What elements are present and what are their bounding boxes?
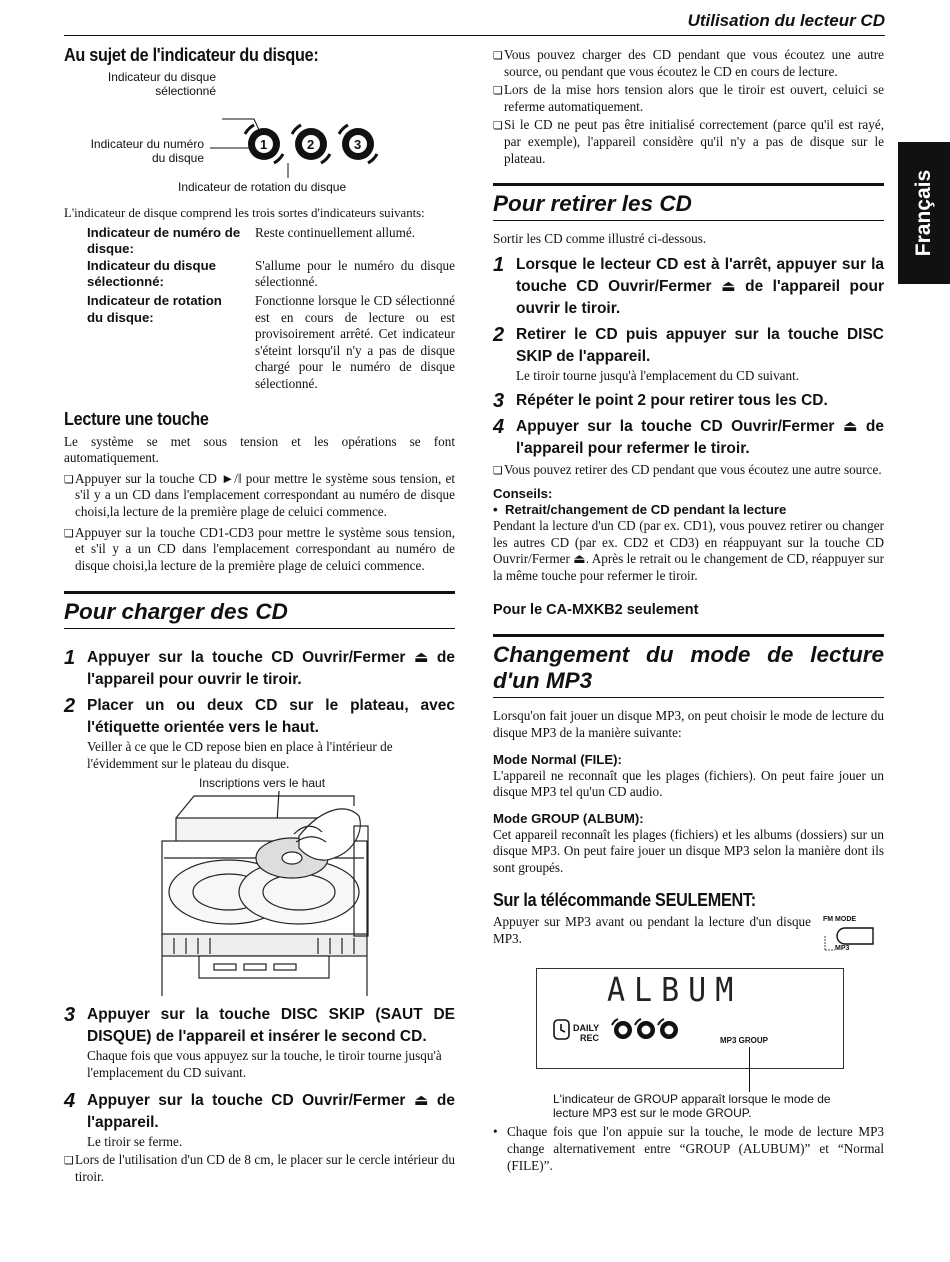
bullet-text: Appuyer sur la touche CD1-CD3 pour mettre le système sous tension, et s'il y a un CD dans l'emplacement correspondant au numéro de disque choisi,la lecture de la première plage de celuici commence. xyxy=(75,524,455,573)
list-item xyxy=(64,1152,455,1185)
bullet-text: Vous pouvez retirer des CD pendant que vous écoutez une autre source. xyxy=(504,462,882,478)
def-term: Indicateur de numéro de disque: xyxy=(87,224,241,257)
disc-1-icon xyxy=(245,125,283,163)
checkbox-bullet-icon: ❏ xyxy=(64,526,74,540)
step-number: 4 xyxy=(64,1089,76,1112)
checkbox-bullet-icon: ❏ xyxy=(64,1154,74,1168)
remove-step-3 xyxy=(493,390,884,412)
step-number: 4 xyxy=(493,416,505,439)
load-step-3 xyxy=(64,1004,455,1081)
load-step-4 xyxy=(64,1090,455,1151)
checkbox-bullet-icon: ❏ xyxy=(493,464,503,478)
list-item xyxy=(493,1124,884,1174)
checkbox-bullet-icon: ❏ xyxy=(493,49,503,62)
step-number: 3 xyxy=(64,1004,76,1027)
disc-indicator-icons xyxy=(64,66,455,191)
tips-title-text: Retrait/changement de CD pendant la lecture xyxy=(504,501,787,517)
disc-3-icon xyxy=(339,125,377,163)
bullet-text: Lors de l'utilisation d'un CD de 8 cm, le placer sur le cercle intérieur du tiroir. xyxy=(75,1152,455,1184)
checkbox-bullet-icon: ❏ xyxy=(493,84,503,98)
cd-player-illustration xyxy=(64,776,455,998)
fig-label-label-side: Inscriptions vers le haut xyxy=(199,776,326,791)
step-detail: Le tiroir se ferme. xyxy=(87,1133,183,1149)
indicator-definitions xyxy=(87,225,455,395)
indicator-heading: Au sujet de l'indicateur du disque: xyxy=(64,45,319,65)
remote-text: Appuyer sur MP3 avant ou pendant la lecture d'un disque MP3. xyxy=(493,914,811,947)
list-item xyxy=(493,117,884,167)
remove-step-2 xyxy=(493,324,884,385)
step-number: 2 xyxy=(493,323,505,346)
header-rule xyxy=(64,35,885,36)
step-detail: Veiller à ce que le CD repose bien en place à l'intérieur de l'évidemment sur le plateau du disque. xyxy=(87,739,393,771)
mp3-heading: Changement du mode de lecture d'un MP3 xyxy=(493,634,884,698)
group-mode-text: Cet appareil reconnaît les plages (fichiers) et les albums (dossiers) sur un disque MP3. On peut faire jouer un disque MP3 selon la manière dont ils sont groupés. xyxy=(493,826,884,875)
list-item xyxy=(493,82,884,115)
fig-label-rotation: Indicateur de rotation du disque xyxy=(178,180,347,194)
remove-intro: Sortir les CD comme illustré ci-dessous. xyxy=(493,231,707,247)
bullet-dot: • xyxy=(493,1124,498,1140)
def-text: Reste continuellement allumé. xyxy=(255,224,416,240)
lcd-display xyxy=(536,968,844,1069)
bullet-text: Chaque fois que l'on appuie sur la touche, le mode de lecture MP3 change alternativement entre “GROUP (ALUBUM)” et “Normal (FILE)”. xyxy=(507,1124,884,1173)
bullet-text: Appuyer sur la touche CD ►/ǁ pour mettre le système sous tension, et s'il y a un CD dans l'emplacement correspondant au numéro de disque choisi,la lecture de la première plage de celuici commence. xyxy=(75,470,455,519)
remove-heading: Pour retirer les CD xyxy=(493,183,884,221)
tips-title xyxy=(493,502,884,518)
left-column xyxy=(64,44,455,1185)
fig-label-number: Indicateur du numéro du disque xyxy=(90,137,204,165)
step-heading: Retirer le CD puis appuyer sur la touche DISC SKIP de l'appareil. xyxy=(516,325,884,365)
svg-text:3: 3 xyxy=(354,137,362,152)
lcd-daily: DAILY xyxy=(573,1023,600,1034)
lcd-rec: REC xyxy=(580,1033,600,1044)
step-heading: Placer un ou deux CD sur le plateau, avec l'étiquette orientée vers le haut. xyxy=(87,697,455,737)
step-heading: Appuyer sur la touche CD Ouvrir/Fermer ⏏ de l'appareil pour refermer le tiroir. xyxy=(516,418,884,458)
bullet-text: Si le CD ne peut pas être initialisé correctement (parce qu'il est rayé, par exemple), l'appareil considère qu'il n'y a pas de disque sur le plateau. xyxy=(504,117,884,166)
load-step-1 xyxy=(64,647,455,691)
bullet-text: Lors de la mise hors tension alors que le tiroir est ouvert, celuici se referme automatiquement. xyxy=(504,82,884,114)
checkbox-bullet-icon: ❏ xyxy=(493,119,503,133)
list-item xyxy=(64,525,455,575)
list-item xyxy=(64,471,455,521)
language-tab-label: Français xyxy=(912,169,936,257)
step-number: 1 xyxy=(493,253,505,276)
model-note: Pour le CA-MXKB2 seulement xyxy=(493,602,699,619)
def-term: Indicateur de rotation du disque: xyxy=(87,292,222,325)
remove-step-4 xyxy=(493,416,884,460)
one-touch-heading: Lecture une touche xyxy=(64,408,209,429)
remote-btn-bottom-label: MP3 xyxy=(835,945,850,953)
language-tab xyxy=(898,142,950,284)
normal-mode-label: Mode Normal (FILE): xyxy=(493,751,622,767)
step-number: 1 xyxy=(64,647,76,670)
right-column xyxy=(493,47,884,1174)
def-term: Indicateur du disque sélectionné: xyxy=(87,257,216,290)
list-item xyxy=(493,462,884,480)
load-heading: Pour charger des CD xyxy=(64,591,455,629)
display-figure xyxy=(493,968,884,1121)
indicator-intro: L'indicateur de disque comprend les trois sortes d'indicateurs suivants: xyxy=(64,206,425,220)
tips-label: Conseils: xyxy=(493,485,553,501)
lcd-disc-icons xyxy=(611,1015,691,1045)
svg-text:2: 2 xyxy=(307,137,315,152)
one-touch-intro: Le système se met sous tension et les opérations se font automatiquement. xyxy=(64,433,455,466)
step-number: 2 xyxy=(64,695,76,718)
lcd-pointer-line xyxy=(749,1047,750,1092)
svg-text:1: 1 xyxy=(260,137,268,152)
tips-text: Pendant la lecture d'un CD (par ex. CD1), vous pouvez retirer ou changer les autres CD (par ex. CD2 et CD3) en réappuyant sur la touche CD Ouvrir/Fermer ⏏. Après le retrait ou le changement de CD, réappuyer sur la même touche pour refermer le tiroir. xyxy=(493,517,884,583)
step-detail: Chaque fois que vous appuyez sur la touche, le tiroir tourne jusqu'à l'emplacement du CD suivant. xyxy=(87,1048,442,1081)
remove-step-1 xyxy=(493,254,884,320)
step-heading: Appuyer sur la touche CD Ouvrir/Fermer ⏏ de l'appareil pour ouvrir le tiroir. xyxy=(87,649,455,689)
load-step-2 xyxy=(64,695,455,772)
step-heading: Répéter le point 2 pour retirer tous les CD. xyxy=(516,392,828,410)
cd-loading-figure xyxy=(64,776,455,998)
lcd-mp3-group: MP3 GROUP xyxy=(720,1036,769,1046)
display-caption: L'indicateur de GROUP apparaît lorsque le mode de lecture MP3 est sur le mode GROUP. xyxy=(553,1092,831,1121)
lcd-timer-icon xyxy=(553,1019,571,1041)
disc-indicator-figure xyxy=(64,66,455,194)
fig-label-selected: Indicateur du disque sélectionné xyxy=(107,70,216,98)
remote-button-icon xyxy=(823,916,883,956)
step-number: 3 xyxy=(493,390,505,413)
lcd-main-text: ALBUM xyxy=(607,971,743,1011)
step-detail: Le tiroir tourne jusqu'à l'emplacement du CD suivant. xyxy=(516,367,800,383)
mp3-intro: Lorsqu'on fait jouer un disque MP3, on peut choisir le mode de lecture du disque MP3 de la manière suivante: xyxy=(493,708,884,740)
disc-2-icon xyxy=(292,125,330,163)
checkbox-bullet-icon: ❏ xyxy=(64,472,74,486)
def-text: Fonctionne lorsque le CD sélectionné est en cours de lecture ou est provisoirement arrêté. Cet indicateur s'éteint lorsqu'il n'y a pas de disque chargé pour le numéro de disque sélectionné. xyxy=(255,292,455,391)
remote-btn-top-label: FM MODE xyxy=(823,916,857,924)
remote-heading: Sur la télécommande SEULEMENT: xyxy=(493,890,756,911)
normal-mode-text: L'appareil ne reconnaît que les plages (fichiers). On peut faire jouer un disque MP3 tel qu'un CD audio. xyxy=(493,767,884,800)
step-heading: Appuyer sur la touche DISC SKIP (SAUT DE DISQUE) de l'appareil et insérer le second CD. xyxy=(87,1006,455,1046)
list-item xyxy=(493,47,884,80)
step-heading: Lorsque le lecteur CD est à l'arrêt, appuyer sur la touche CD Ouvrir/Fermer ⏏ de l'appareil pour ouvrir le tiroir. xyxy=(516,255,884,317)
bullet-dot: • xyxy=(493,501,505,517)
remote-mp3-button xyxy=(823,916,883,956)
bullet-text: Vous pouvez charger des CD pendant que vous écoutez une autre source, ou pendant que vous écoutez le CD en cours de lecture. xyxy=(504,47,884,79)
remote-row xyxy=(493,914,884,954)
def-text: S'allume pour le numéro du disque sélectionné. xyxy=(255,257,455,290)
page-header-title: Utilisation du lecteur CD xyxy=(687,11,885,30)
group-mode-label: Mode GROUP (ALBUM): xyxy=(493,810,644,826)
step-heading: Appuyer sur la touche CD Ouvrir/Fermer ⏏ de l'appareil. xyxy=(87,1091,455,1131)
